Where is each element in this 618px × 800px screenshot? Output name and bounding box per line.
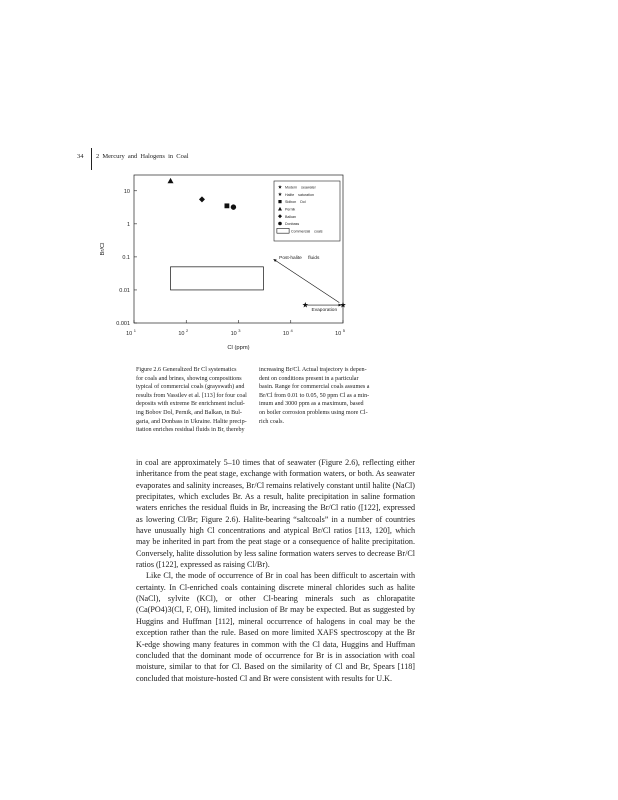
caption-right-line: increasing Br/Cl. Actual trajectory is depen- [259,367,367,373]
y-tick-label: 1 [126,221,130,228]
commercial-coals-box [171,267,264,290]
sidbon-dol-point [225,203,230,208]
arrow-post-halite-fluids [274,259,340,302]
y-tick-label: 10 [123,188,130,195]
figure-2-6 [100,172,370,362]
donbass-point [231,204,236,209]
caption-left-line: deposits with extreme Br enrichment includ- [136,401,245,408]
y-tick-label: 0.01 [119,287,130,294]
annotation-evaporation: Evaporation [311,308,338,314]
caption-left-line: ing Bobov Dol, Pernik, and Balkan, in Bul- [136,409,242,416]
legend-label: Pernik [285,207,296,212]
body-paragraph-1: in coal are approximately 5–10 times that of seawater (Figure 2.6), reflecting either inheritance from the peat stage, exchange with formation waters, or both. As seawater evaporates and salinity increases, Br/Cl remains relatively constant until halite (NaCl) precipitates, which excludes Br. As a result, halite precipitation in saline formation waters enriches the residual fluids in Br, increasing the Br/Cl ratio ([122], expressed as lowering Cl/Br; Figure 2.6). Halite-bearing “saltcoals” in a number of countries have unusually high Cl concentrations and atypical Br/Cl ratios [113, 120], which may be inherited in part from the peat stage or a consequence of halite precipitation. Conversely, halite dissolution by less saline formation waters serves to decrease Br/Cl ratios ([122], expressed as raising Cl/Br). [136,458,415,570]
legend-square-icon [278,200,281,203]
x-tick-label: $10^4$ [282,328,293,337]
caption-right-line: basin. Range for commercial coals assumes a [259,384,370,391]
annotation-post-halite: Post-halite fluids [279,256,320,262]
caption-left-line: for coals and brines, showing compositions [136,375,242,382]
running-head: 2 Mercury and Halogens in Coal [96,153,189,160]
x-axis-label: Cl (ppm) [227,345,250,351]
caption-right-line: rich coals. [259,418,285,425]
legend-circle-icon [278,222,282,226]
y-axis-label: Br/Cl [100,242,106,256]
page-number: 34 [77,153,84,160]
caption-left-line: garia, and Donbass in Ukraine. Halite precip- [136,418,247,425]
header-divider [91,148,92,170]
figure-caption-right [259,366,415,426]
x-tick-label: $10^3$ [230,328,241,337]
chart-legend [274,181,340,241]
page-header [0,0,618,170]
caption-left-line: Figure 2.6 Generalized Br Cl systematics [136,367,237,373]
x-tick-label: $10^1$ [126,328,136,337]
y-tick-label: 0.001 [116,321,130,327]
caption-left-line: itation enriches residual fluids in Br, thereby [136,427,245,434]
pernik-point [168,178,174,183]
legend-label: Commercial coals [291,229,323,234]
caption-right-line: on boiler corrosion problems using more Cl- [259,409,368,416]
body-text [136,457,415,684]
br-cl-chart [100,172,370,362]
caption-right-line: imum and 3000 ppm as a maximum, based [259,401,364,408]
legend-label: Sidbon Dol [285,200,306,205]
legend-label: Modern seawater [285,185,316,190]
caption-left-line: results from Vassilev et al. [113] for four coal [136,392,247,399]
legend-label: Balkan [285,214,296,219]
balkan-point [199,196,205,202]
x-tick-label: $10^5$ [335,328,345,337]
body-paragraph-2: Like Cl, the mode of occurrence of Br in coal has been difficult to ascertain with certainty. In Cl-enriched coals containing discrete mineral chlorides such as halite (NaCl), sylvite (KCl), or other Cl-bearing minerals such as chlorapatite (Ca(PO4)3(Cl, F, OH), limited inclusion of Br may be expected. But as suggested by Huggins and Huffman [112], mineral occurrence of halogens in coal may be the exception rather than the rule. Based on more limited XAFS spectroscopy at the Br K-edge showing many features in common with the Cl data, Huggins and Huffman concluded that the dominant mode of occurrence for Br is in association with coal moisture, similar to that for Cl. Based on the similarity of Cl and Br, Spears [118] concluded that moisture-hosted Cl and Br were consistent with results for U.K. [136,571,415,683]
x-tick-label: $10^2$ [178,328,189,337]
y-tick-label: 0.1 [122,254,130,261]
caption-left-line: typical of commercial coals (grayswath) and [136,384,245,391]
legend-label: Donbass [285,222,300,227]
legend-label: Halite saturation [285,192,314,197]
caption-right-line: dent on conditions present in a particular [259,375,359,382]
caption-right-line: Br/Cl from 0.01 to 0.05, 50 ppm Cl as a min- [259,392,370,399]
